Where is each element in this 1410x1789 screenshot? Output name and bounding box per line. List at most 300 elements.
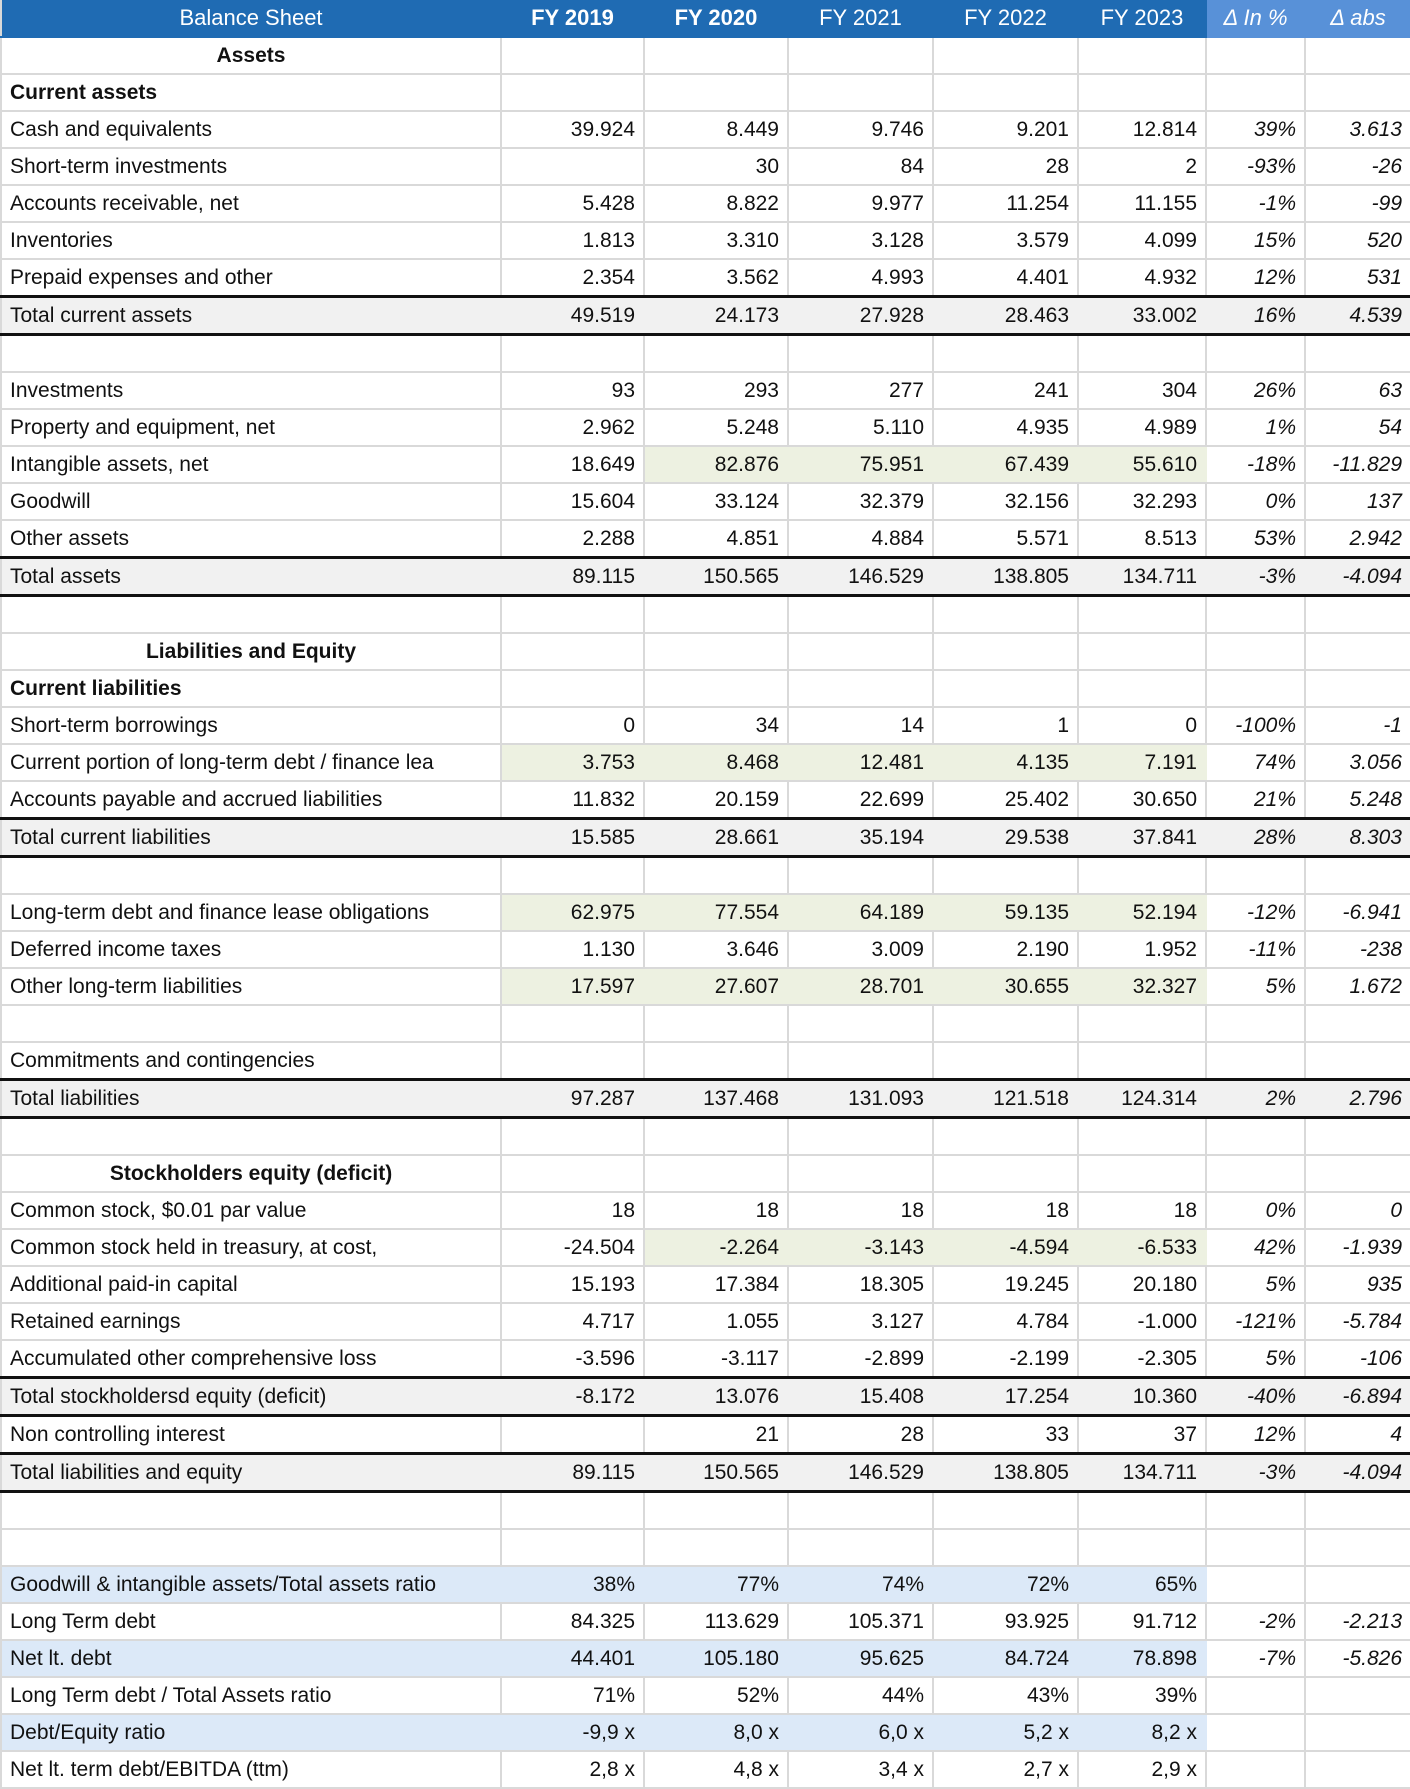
row-label-cell[interactable]: Common stock, $0.01 par value bbox=[1, 1192, 501, 1229]
value-cell-fy2022[interactable]: 72% bbox=[933, 1566, 1078, 1603]
value-cell-fy2019[interactable] bbox=[501, 148, 644, 185]
value-cell-fy2022[interactable]: 4.401 bbox=[933, 259, 1078, 297]
value-cell-fy2023[interactable] bbox=[1078, 596, 1206, 634]
delta-abs-cell[interactable]: -5.826 bbox=[1305, 1640, 1410, 1677]
delta-abs-cell[interactable] bbox=[1305, 37, 1410, 74]
delta-percent-cell[interactable] bbox=[1206, 1677, 1305, 1714]
value-cell-fy2023[interactable] bbox=[1078, 670, 1206, 707]
value-cell-fy2020[interactable]: 150.565 bbox=[644, 1454, 788, 1492]
value-cell-fy2023[interactable]: 12.814 bbox=[1078, 111, 1206, 148]
value-cell-fy2023[interactable]: 55.610 bbox=[1078, 446, 1206, 483]
row-label-cell[interactable]: Non controlling interest bbox=[1, 1416, 501, 1454]
value-cell-fy2020[interactable] bbox=[644, 335, 788, 373]
value-cell-fy2022[interactable]: 28 bbox=[933, 148, 1078, 185]
value-cell-fy2021[interactable]: 131.093 bbox=[788, 1080, 933, 1118]
row-label-cell[interactable] bbox=[1, 1118, 501, 1156]
delta-percent-cell[interactable]: 12% bbox=[1206, 1416, 1305, 1454]
value-cell-fy2021[interactable]: 18 bbox=[788, 1192, 933, 1229]
delta-percent-cell[interactable]: 39% bbox=[1206, 111, 1305, 148]
value-cell-fy2020[interactable] bbox=[644, 1155, 788, 1192]
value-cell-fy2020[interactable]: 21 bbox=[644, 1416, 788, 1454]
value-cell-fy2019[interactable]: -9,9 x bbox=[501, 1714, 644, 1751]
value-cell-fy2019[interactable]: 5.428 bbox=[501, 185, 644, 222]
value-cell-fy2020[interactable]: 3.562 bbox=[644, 259, 788, 297]
value-cell-fy2019[interactable] bbox=[501, 1118, 644, 1156]
value-cell-fy2022[interactable]: 67.439 bbox=[933, 446, 1078, 483]
value-cell-fy2019[interactable]: 18 bbox=[501, 1192, 644, 1229]
value-cell-fy2023[interactable] bbox=[1078, 37, 1206, 74]
value-cell-fy2019[interactable]: 18.649 bbox=[501, 446, 644, 483]
header-fy2021[interactable]: FY 2021 bbox=[788, 0, 933, 37]
value-cell-fy2019[interactable]: 1.813 bbox=[501, 222, 644, 259]
value-cell-fy2021[interactable] bbox=[788, 1042, 933, 1080]
value-cell-fy2023[interactable]: 1.952 bbox=[1078, 931, 1206, 968]
value-cell-fy2019[interactable] bbox=[501, 74, 644, 111]
delta-abs-cell[interactable]: 3.613 bbox=[1305, 111, 1410, 148]
delta-abs-cell[interactable]: -26 bbox=[1305, 148, 1410, 185]
value-cell-fy2021[interactable] bbox=[788, 37, 933, 74]
value-cell-fy2019[interactable]: 15.585 bbox=[501, 819, 644, 857]
value-cell-fy2022[interactable]: 5.571 bbox=[933, 520, 1078, 558]
value-cell-fy2023[interactable]: -1.000 bbox=[1078, 1303, 1206, 1340]
delta-percent-cell[interactable] bbox=[1206, 1042, 1305, 1080]
delta-percent-cell[interactable]: 5% bbox=[1206, 968, 1305, 1005]
value-cell-fy2020[interactable]: 3.310 bbox=[644, 222, 788, 259]
value-cell-fy2022[interactable]: -4.594 bbox=[933, 1229, 1078, 1266]
value-cell-fy2023[interactable] bbox=[1078, 1118, 1206, 1156]
value-cell-fy2022[interactable]: 29.538 bbox=[933, 819, 1078, 857]
value-cell-fy2019[interactable] bbox=[501, 1492, 644, 1530]
value-cell-fy2020[interactable]: 4.851 bbox=[644, 520, 788, 558]
value-cell-fy2022[interactable]: 30.655 bbox=[933, 968, 1078, 1005]
delta-percent-cell[interactable] bbox=[1206, 1529, 1305, 1566]
delta-abs-cell[interactable] bbox=[1305, 1751, 1410, 1788]
value-cell-fy2022[interactable]: 2.190 bbox=[933, 931, 1078, 968]
value-cell-fy2021[interactable]: 3.128 bbox=[788, 222, 933, 259]
value-cell-fy2022[interactable]: 43% bbox=[933, 1677, 1078, 1714]
delta-abs-cell[interactable] bbox=[1305, 857, 1410, 895]
value-cell-fy2019[interactable] bbox=[501, 1529, 644, 1566]
row-label-cell[interactable]: Accounts payable and accrued liabilities bbox=[1, 781, 501, 819]
value-cell-fy2022[interactable]: 4.135 bbox=[933, 744, 1078, 781]
delta-abs-cell[interactable]: -1 bbox=[1305, 707, 1410, 744]
value-cell-fy2019[interactable]: 97.287 bbox=[501, 1080, 644, 1118]
row-label-cell[interactable]: Investments bbox=[1, 372, 501, 409]
delta-abs-cell[interactable] bbox=[1305, 596, 1410, 634]
delta-abs-cell[interactable]: -4.094 bbox=[1305, 558, 1410, 596]
value-cell-fy2021[interactable] bbox=[788, 857, 933, 895]
row-label-cell[interactable] bbox=[1, 1005, 501, 1042]
value-cell-fy2022[interactable] bbox=[933, 1042, 1078, 1080]
row-label-cell[interactable] bbox=[1, 335, 501, 373]
row-label-cell[interactable]: Long-term debt and finance lease obligations bbox=[1, 894, 501, 931]
delta-percent-cell[interactable] bbox=[1206, 633, 1305, 670]
delta-percent-cell[interactable] bbox=[1206, 670, 1305, 707]
value-cell-fy2020[interactable]: -3.117 bbox=[644, 1340, 788, 1378]
delta-abs-cell[interactable] bbox=[1305, 335, 1410, 373]
value-cell-fy2022[interactable] bbox=[933, 596, 1078, 634]
value-cell-fy2020[interactable] bbox=[644, 1492, 788, 1530]
delta-percent-cell[interactable] bbox=[1206, 1005, 1305, 1042]
delta-abs-cell[interactable]: -6.894 bbox=[1305, 1378, 1410, 1416]
delta-percent-cell[interactable]: -11% bbox=[1206, 931, 1305, 968]
value-cell-fy2023[interactable]: 30.650 bbox=[1078, 781, 1206, 819]
value-cell-fy2023[interactable]: 39% bbox=[1078, 1677, 1206, 1714]
value-cell-fy2019[interactable]: 2.288 bbox=[501, 520, 644, 558]
value-cell-fy2022[interactable]: 84.724 bbox=[933, 1640, 1078, 1677]
value-cell-fy2022[interactable]: 11.254 bbox=[933, 185, 1078, 222]
delta-percent-cell[interactable]: 74% bbox=[1206, 744, 1305, 781]
value-cell-fy2023[interactable]: 4.989 bbox=[1078, 409, 1206, 446]
value-cell-fy2023[interactable] bbox=[1078, 633, 1206, 670]
delta-abs-cell[interactable] bbox=[1305, 74, 1410, 111]
value-cell-fy2021[interactable] bbox=[788, 1492, 933, 1530]
value-cell-fy2022[interactable] bbox=[933, 74, 1078, 111]
value-cell-fy2021[interactable]: -2.899 bbox=[788, 1340, 933, 1378]
delta-percent-cell[interactable]: 0% bbox=[1206, 483, 1305, 520]
value-cell-fy2020[interactable]: 77.554 bbox=[644, 894, 788, 931]
value-cell-fy2021[interactable] bbox=[788, 335, 933, 373]
value-cell-fy2021[interactable]: 4.993 bbox=[788, 259, 933, 297]
delta-percent-cell[interactable]: -100% bbox=[1206, 707, 1305, 744]
value-cell-fy2021[interactable] bbox=[788, 1005, 933, 1042]
value-cell-fy2021[interactable] bbox=[788, 1118, 933, 1156]
value-cell-fy2023[interactable]: 65% bbox=[1078, 1566, 1206, 1603]
row-label-cell[interactable]: Net lt. term debt/EBITDA (ttm) bbox=[1, 1751, 501, 1788]
delta-abs-cell[interactable]: -99 bbox=[1305, 185, 1410, 222]
value-cell-fy2019[interactable] bbox=[501, 857, 644, 895]
value-cell-fy2022[interactable] bbox=[933, 1529, 1078, 1566]
delta-abs-cell[interactable] bbox=[1305, 1529, 1410, 1566]
delta-abs-cell[interactable]: -4.094 bbox=[1305, 1454, 1410, 1492]
row-label-cell[interactable]: Total liabilities bbox=[1, 1080, 501, 1118]
value-cell-fy2023[interactable]: 32.327 bbox=[1078, 968, 1206, 1005]
delta-percent-cell[interactable]: -121% bbox=[1206, 1303, 1305, 1340]
delta-percent-cell[interactable]: -3% bbox=[1206, 1454, 1305, 1492]
value-cell-fy2022[interactable]: 4.935 bbox=[933, 409, 1078, 446]
value-cell-fy2019[interactable]: 1.130 bbox=[501, 931, 644, 968]
value-cell-fy2022[interactable]: 9.201 bbox=[933, 111, 1078, 148]
delta-percent-cell[interactable]: 28% bbox=[1206, 819, 1305, 857]
delta-abs-cell[interactable]: 0 bbox=[1305, 1192, 1410, 1229]
value-cell-fy2020[interactable]: -2.264 bbox=[644, 1229, 788, 1266]
value-cell-fy2020[interactable] bbox=[644, 596, 788, 634]
value-cell-fy2023[interactable]: 11.155 bbox=[1078, 185, 1206, 222]
delta-percent-cell[interactable]: 1% bbox=[1206, 409, 1305, 446]
value-cell-fy2020[interactable]: 28.661 bbox=[644, 819, 788, 857]
value-cell-fy2021[interactable]: 3,4 x bbox=[788, 1751, 933, 1788]
value-cell-fy2021[interactable]: 95.625 bbox=[788, 1640, 933, 1677]
value-cell-fy2021[interactable]: 6,0 x bbox=[788, 1714, 933, 1751]
value-cell-fy2023[interactable] bbox=[1078, 1529, 1206, 1566]
value-cell-fy2020[interactable]: 27.607 bbox=[644, 968, 788, 1005]
row-label-cell[interactable]: Intangible assets, net bbox=[1, 446, 501, 483]
delta-percent-cell[interactable]: 26% bbox=[1206, 372, 1305, 409]
value-cell-fy2021[interactable]: 64.189 bbox=[788, 894, 933, 931]
value-cell-fy2021[interactable]: 146.529 bbox=[788, 1454, 933, 1492]
row-label-cell[interactable]: Common stock held in treasury, at cost, bbox=[1, 1229, 501, 1266]
delta-percent-cell[interactable]: -18% bbox=[1206, 446, 1305, 483]
value-cell-fy2023[interactable]: 37 bbox=[1078, 1416, 1206, 1454]
value-cell-fy2019[interactable]: 89.115 bbox=[501, 558, 644, 596]
value-cell-fy2022[interactable] bbox=[933, 1492, 1078, 1530]
row-label-cell[interactable]: Total current liabilities bbox=[1, 819, 501, 857]
value-cell-fy2020[interactable]: 13.076 bbox=[644, 1378, 788, 1416]
value-cell-fy2021[interactable]: 75.951 bbox=[788, 446, 933, 483]
value-cell-fy2023[interactable] bbox=[1078, 1492, 1206, 1530]
value-cell-fy2022[interactable] bbox=[933, 335, 1078, 373]
value-cell-fy2023[interactable]: 91.712 bbox=[1078, 1603, 1206, 1640]
value-cell-fy2022[interactable]: 93.925 bbox=[933, 1603, 1078, 1640]
value-cell-fy2021[interactable]: 277 bbox=[788, 372, 933, 409]
delta-percent-cell[interactable] bbox=[1206, 1714, 1305, 1751]
value-cell-fy2019[interactable] bbox=[501, 633, 644, 670]
delta-abs-cell[interactable]: -6.941 bbox=[1305, 894, 1410, 931]
delta-abs-cell[interactable]: 137 bbox=[1305, 483, 1410, 520]
delta-percent-cell[interactable] bbox=[1206, 1492, 1305, 1530]
value-cell-fy2023[interactable]: 52.194 bbox=[1078, 894, 1206, 931]
delta-percent-cell[interactable]: 5% bbox=[1206, 1266, 1305, 1303]
value-cell-fy2019[interactable] bbox=[501, 670, 644, 707]
delta-percent-cell[interactable]: -7% bbox=[1206, 1640, 1305, 1677]
delta-abs-cell[interactable] bbox=[1305, 1492, 1410, 1530]
value-cell-fy2021[interactable] bbox=[788, 670, 933, 707]
value-cell-fy2022[interactable]: 32.156 bbox=[933, 483, 1078, 520]
value-cell-fy2023[interactable]: 7.191 bbox=[1078, 744, 1206, 781]
value-cell-fy2023[interactable]: 124.314 bbox=[1078, 1080, 1206, 1118]
value-cell-fy2023[interactable]: 18 bbox=[1078, 1192, 1206, 1229]
value-cell-fy2023[interactable]: 78.898 bbox=[1078, 1640, 1206, 1677]
value-cell-fy2021[interactable]: 146.529 bbox=[788, 558, 933, 596]
delta-percent-cell[interactable]: 0% bbox=[1206, 1192, 1305, 1229]
value-cell-fy2023[interactable]: -2.305 bbox=[1078, 1340, 1206, 1378]
row-label-cell[interactable]: Inventories bbox=[1, 222, 501, 259]
value-cell-fy2022[interactable] bbox=[933, 857, 1078, 895]
row-label-cell[interactable] bbox=[1, 1492, 501, 1530]
header-fy2019[interactable]: FY 2019 bbox=[501, 0, 644, 37]
value-cell-fy2021[interactable]: 44% bbox=[788, 1677, 933, 1714]
value-cell-fy2019[interactable]: 11.832 bbox=[501, 781, 644, 819]
value-cell-fy2023[interactable]: 32.293 bbox=[1078, 483, 1206, 520]
value-cell-fy2020[interactable]: 52% bbox=[644, 1677, 788, 1714]
value-cell-fy2020[interactable] bbox=[644, 1042, 788, 1080]
value-cell-fy2021[interactable]: 32.379 bbox=[788, 483, 933, 520]
delta-abs-cell[interactable]: 520 bbox=[1305, 222, 1410, 259]
value-cell-fy2019[interactable]: -24.504 bbox=[501, 1229, 644, 1266]
delta-abs-cell[interactable]: 8.303 bbox=[1305, 819, 1410, 857]
value-cell-fy2019[interactable]: 4.717 bbox=[501, 1303, 644, 1340]
value-cell-fy2020[interactable]: 34 bbox=[644, 707, 788, 744]
value-cell-fy2020[interactable] bbox=[644, 1118, 788, 1156]
delta-percent-cell[interactable] bbox=[1206, 857, 1305, 895]
header-fy2020[interactable]: FY 2020 bbox=[644, 0, 788, 37]
value-cell-fy2023[interactable]: 37.841 bbox=[1078, 819, 1206, 857]
row-label-cell[interactable] bbox=[1, 596, 501, 634]
value-cell-fy2023[interactable] bbox=[1078, 1155, 1206, 1192]
row-label-cell[interactable]: Current portion of long-term debt / finance lea bbox=[1, 744, 501, 781]
value-cell-fy2020[interactable]: 1.055 bbox=[644, 1303, 788, 1340]
value-cell-fy2019[interactable] bbox=[501, 596, 644, 634]
delta-abs-cell[interactable]: 54 bbox=[1305, 409, 1410, 446]
value-cell-fy2023[interactable]: 134.711 bbox=[1078, 558, 1206, 596]
delta-percent-cell[interactable]: -93% bbox=[1206, 148, 1305, 185]
row-label-cell[interactable]: Accounts receivable, net bbox=[1, 185, 501, 222]
value-cell-fy2020[interactable] bbox=[644, 670, 788, 707]
row-label-cell[interactable] bbox=[1, 857, 501, 895]
delta-percent-cell[interactable] bbox=[1206, 1118, 1305, 1156]
value-cell-fy2023[interactable]: 8.513 bbox=[1078, 520, 1206, 558]
header-fy2023[interactable]: FY 2023 bbox=[1078, 0, 1206, 37]
delta-percent-cell[interactable]: 15% bbox=[1206, 222, 1305, 259]
value-cell-fy2021[interactable]: 3.009 bbox=[788, 931, 933, 968]
value-cell-fy2022[interactable] bbox=[933, 1118, 1078, 1156]
delta-percent-cell[interactable]: -40% bbox=[1206, 1378, 1305, 1416]
value-cell-fy2021[interactable]: 22.699 bbox=[788, 781, 933, 819]
value-cell-fy2019[interactable]: 89.115 bbox=[501, 1454, 644, 1492]
delta-abs-cell[interactable] bbox=[1305, 1714, 1410, 1751]
value-cell-fy2021[interactable] bbox=[788, 633, 933, 670]
value-cell-fy2020[interactable]: 77% bbox=[644, 1566, 788, 1603]
value-cell-fy2020[interactable]: 293 bbox=[644, 372, 788, 409]
value-cell-fy2023[interactable]: 33.002 bbox=[1078, 297, 1206, 335]
value-cell-fy2022[interactable]: 19.245 bbox=[933, 1266, 1078, 1303]
value-cell-fy2019[interactable] bbox=[501, 1155, 644, 1192]
value-cell-fy2020[interactable] bbox=[644, 1005, 788, 1042]
value-cell-fy2022[interactable]: 25.402 bbox=[933, 781, 1078, 819]
value-cell-fy2020[interactable]: 113.629 bbox=[644, 1603, 788, 1640]
value-cell-fy2020[interactable]: 8.468 bbox=[644, 744, 788, 781]
value-cell-fy2019[interactable]: -8.172 bbox=[501, 1378, 644, 1416]
value-cell-fy2019[interactable]: 2,8 x bbox=[501, 1751, 644, 1788]
value-cell-fy2023[interactable] bbox=[1078, 1005, 1206, 1042]
value-cell-fy2019[interactable]: 3.753 bbox=[501, 744, 644, 781]
value-cell-fy2019[interactable]: 71% bbox=[501, 1677, 644, 1714]
value-cell-fy2021[interactable]: 9.746 bbox=[788, 111, 933, 148]
delta-percent-cell[interactable]: -2% bbox=[1206, 1603, 1305, 1640]
delta-abs-cell[interactable]: 935 bbox=[1305, 1266, 1410, 1303]
value-cell-fy2020[interactable]: 82.876 bbox=[644, 446, 788, 483]
value-cell-fy2022[interactable] bbox=[933, 670, 1078, 707]
delta-abs-cell[interactable]: -1.939 bbox=[1305, 1229, 1410, 1266]
delta-percent-cell[interactable] bbox=[1206, 1155, 1305, 1192]
header-delta-abs[interactable]: Δ abs bbox=[1305, 0, 1410, 37]
value-cell-fy2019[interactable]: 0 bbox=[501, 707, 644, 744]
value-cell-fy2019[interactable]: 44.401 bbox=[501, 1640, 644, 1677]
value-cell-fy2023[interactable]: 2,9 x bbox=[1078, 1751, 1206, 1788]
delta-abs-cell[interactable]: -5.784 bbox=[1305, 1303, 1410, 1340]
delta-percent-cell[interactable]: 53% bbox=[1206, 520, 1305, 558]
delta-abs-cell[interactable]: 4.539 bbox=[1305, 297, 1410, 335]
value-cell-fy2021[interactable] bbox=[788, 1155, 933, 1192]
value-cell-fy2019[interactable] bbox=[501, 1416, 644, 1454]
value-cell-fy2023[interactable]: 4.932 bbox=[1078, 259, 1206, 297]
row-label-cell[interactable] bbox=[1, 1529, 501, 1566]
header-delta-percent[interactable]: Δ In % bbox=[1206, 0, 1305, 37]
value-cell-fy2021[interactable]: 14 bbox=[788, 707, 933, 744]
value-cell-fy2020[interactable]: 150.565 bbox=[644, 558, 788, 596]
value-cell-fy2021[interactable]: 3.127 bbox=[788, 1303, 933, 1340]
value-cell-fy2023[interactable]: -6.533 bbox=[1078, 1229, 1206, 1266]
value-cell-fy2019[interactable]: 15.604 bbox=[501, 483, 644, 520]
row-label-cell[interactable]: Assets bbox=[1, 37, 501, 74]
value-cell-fy2023[interactable]: 10.360 bbox=[1078, 1378, 1206, 1416]
row-label-cell[interactable]: Short-term borrowings bbox=[1, 707, 501, 744]
delta-abs-cell[interactable] bbox=[1305, 670, 1410, 707]
row-label-cell[interactable]: Commitments and contingencies bbox=[1, 1042, 501, 1080]
value-cell-fy2020[interactable] bbox=[644, 74, 788, 111]
value-cell-fy2023[interactable]: 4.099 bbox=[1078, 222, 1206, 259]
value-cell-fy2022[interactable]: 59.135 bbox=[933, 894, 1078, 931]
delta-abs-cell[interactable]: 2.942 bbox=[1305, 520, 1410, 558]
value-cell-fy2022[interactable] bbox=[933, 37, 1078, 74]
delta-percent-cell[interactable]: 21% bbox=[1206, 781, 1305, 819]
delta-percent-cell[interactable]: 2% bbox=[1206, 1080, 1305, 1118]
delta-percent-cell[interactable] bbox=[1206, 74, 1305, 111]
row-label-cell[interactable]: Liabilities and Equity bbox=[1, 633, 501, 670]
value-cell-fy2021[interactable]: 9.977 bbox=[788, 185, 933, 222]
row-label-cell[interactable]: Prepaid expenses and other bbox=[1, 259, 501, 297]
value-cell-fy2019[interactable]: 62.975 bbox=[501, 894, 644, 931]
value-cell-fy2021[interactable]: 5.110 bbox=[788, 409, 933, 446]
value-cell-fy2023[interactable]: 2 bbox=[1078, 148, 1206, 185]
delta-percent-cell[interactable]: 12% bbox=[1206, 259, 1305, 297]
value-cell-fy2021[interactable] bbox=[788, 74, 933, 111]
value-cell-fy2021[interactable]: -3.143 bbox=[788, 1229, 933, 1266]
value-cell-fy2020[interactable] bbox=[644, 633, 788, 670]
delta-percent-cell[interactable] bbox=[1206, 596, 1305, 634]
value-cell-fy2021[interactable]: 4.884 bbox=[788, 520, 933, 558]
value-cell-fy2022[interactable] bbox=[933, 633, 1078, 670]
row-label-cell[interactable]: Total assets bbox=[1, 558, 501, 596]
value-cell-fy2022[interactable]: 241 bbox=[933, 372, 1078, 409]
delta-abs-cell[interactable]: 4 bbox=[1305, 1416, 1410, 1454]
delta-abs-cell[interactable]: -238 bbox=[1305, 931, 1410, 968]
value-cell-fy2021[interactable]: 35.194 bbox=[788, 819, 933, 857]
value-cell-fy2022[interactable]: -2.199 bbox=[933, 1340, 1078, 1378]
value-cell-fy2021[interactable]: 28.701 bbox=[788, 968, 933, 1005]
value-cell-fy2019[interactable] bbox=[501, 335, 644, 373]
value-cell-fy2019[interactable]: 38% bbox=[501, 1566, 644, 1603]
value-cell-fy2022[interactable]: 3.579 bbox=[933, 222, 1078, 259]
row-label-cell[interactable]: Other assets bbox=[1, 520, 501, 558]
value-cell-fy2023[interactable]: 134.711 bbox=[1078, 1454, 1206, 1492]
delta-percent-cell[interactable]: -12% bbox=[1206, 894, 1305, 931]
value-cell-fy2022[interactable]: 2,7 x bbox=[933, 1751, 1078, 1788]
value-cell-fy2020[interactable]: 33.124 bbox=[644, 483, 788, 520]
value-cell-fy2021[interactable]: 28 bbox=[788, 1416, 933, 1454]
value-cell-fy2022[interactable] bbox=[933, 1155, 1078, 1192]
delta-abs-cell[interactable] bbox=[1305, 1155, 1410, 1192]
row-label-cell[interactable]: Accumulated other comprehensive loss bbox=[1, 1340, 501, 1378]
value-cell-fy2021[interactable]: 74% bbox=[788, 1566, 933, 1603]
delta-percent-cell[interactable]: 16% bbox=[1206, 297, 1305, 335]
value-cell-fy2023[interactable]: 304 bbox=[1078, 372, 1206, 409]
row-label-cell[interactable]: Other long-term liabilities bbox=[1, 968, 501, 1005]
value-cell-fy2021[interactable] bbox=[788, 1529, 933, 1566]
row-label-cell[interactable]: Long Term debt / Total Assets ratio bbox=[1, 1677, 501, 1714]
value-cell-fy2022[interactable]: 138.805 bbox=[933, 558, 1078, 596]
value-cell-fy2020[interactable]: 24.173 bbox=[644, 297, 788, 335]
value-cell-fy2020[interactable]: 4,8 x bbox=[644, 1751, 788, 1788]
row-label-cell[interactable]: Total liabilities and equity bbox=[1, 1454, 501, 1492]
value-cell-fy2019[interactable]: 84.325 bbox=[501, 1603, 644, 1640]
value-cell-fy2019[interactable]: 39.924 bbox=[501, 111, 644, 148]
delta-abs-cell[interactable] bbox=[1305, 1566, 1410, 1603]
value-cell-fy2019[interactable]: 93 bbox=[501, 372, 644, 409]
row-label-cell[interactable]: Short-term investments bbox=[1, 148, 501, 185]
delta-percent-cell[interactable] bbox=[1206, 1751, 1305, 1788]
value-cell-fy2020[interactable]: 105.180 bbox=[644, 1640, 788, 1677]
